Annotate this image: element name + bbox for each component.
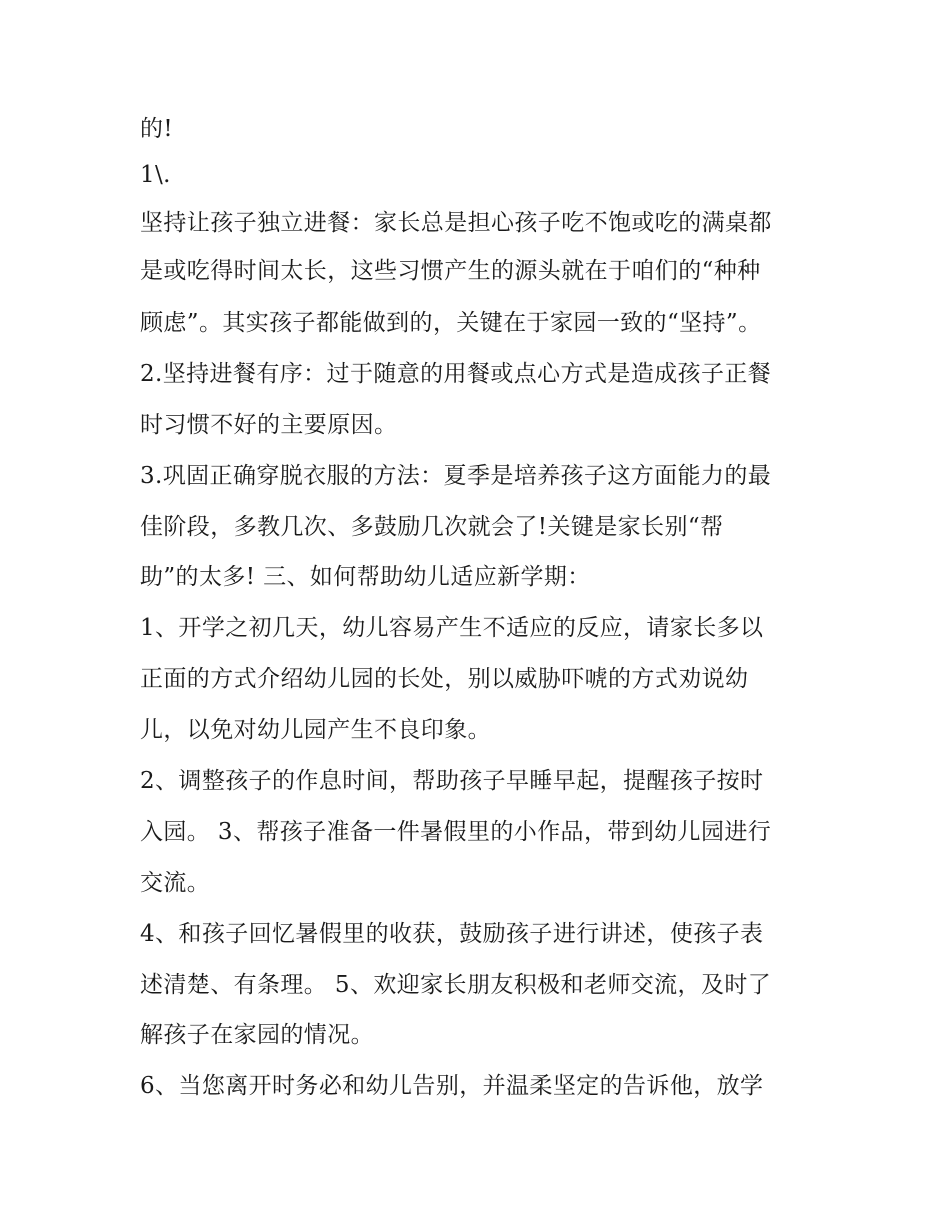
text-line: 6、当您离开时务必和幼儿告别，并温柔坚定的告诉他，放学 [140,1073,764,1099]
text-line: 2.坚持进餐有序：过于随意的用餐或点心方式是造成孩子正餐 [140,361,772,387]
text-line: 解孩子在家园的情况。 [140,1022,374,1048]
text-line: 儿，以免对幼儿园产生不良印象。 [140,717,491,743]
text-line: 是或吃得时间太长，这些习惯产生的源头就在于咱们的“种种 [140,258,761,284]
text-line: 助”的太多! 三、如何帮助幼儿适应新学期： [140,564,591,590]
text-line: 的! [140,116,174,142]
text-line: 正面的方式介绍幼儿园的长处，别以威胁吓唬的方式劝说幼 [140,666,749,692]
text-line: 1\. [140,162,171,188]
text-line: 2、调整孩子的作息时间，帮助孩子早睡早起，提醒孩子按时 [140,768,764,794]
text-line: 时习惯不好的主要原因。 [140,412,398,438]
text-line: 入园。 3、帮孩子准备一件暑假里的小作品，带到幼儿园进行 [140,819,772,845]
text-line: 交流。 [140,870,211,896]
text-line: 顾虑”。其实孩子都能做到的，关键在于家园一致的“坚持”。 [140,310,762,336]
text-line: 佳阶段，多教几次、多鼓励几次就会了!关键是家长别“帮 [140,514,724,540]
text-line: 1、开学之初几天，幼儿容易产生不适应的反应，请家长多以 [140,615,764,641]
text-line: 坚持让孩子独立进餐：家长总是担心孩子吃不饱或吃的满桌都 [140,210,772,236]
text-line: 4、和孩子回忆暑假里的收获，鼓励孩子进行讲述，使孩子表 [140,921,764,947]
text-line: 述清楚、有条理。 5、欢迎家长朋友积极和老师交流，及时了 [140,972,772,998]
text-line: 3.巩固正确穿脱衣服的方法：夏季是培养孩子这方面能力的最 [140,463,772,489]
